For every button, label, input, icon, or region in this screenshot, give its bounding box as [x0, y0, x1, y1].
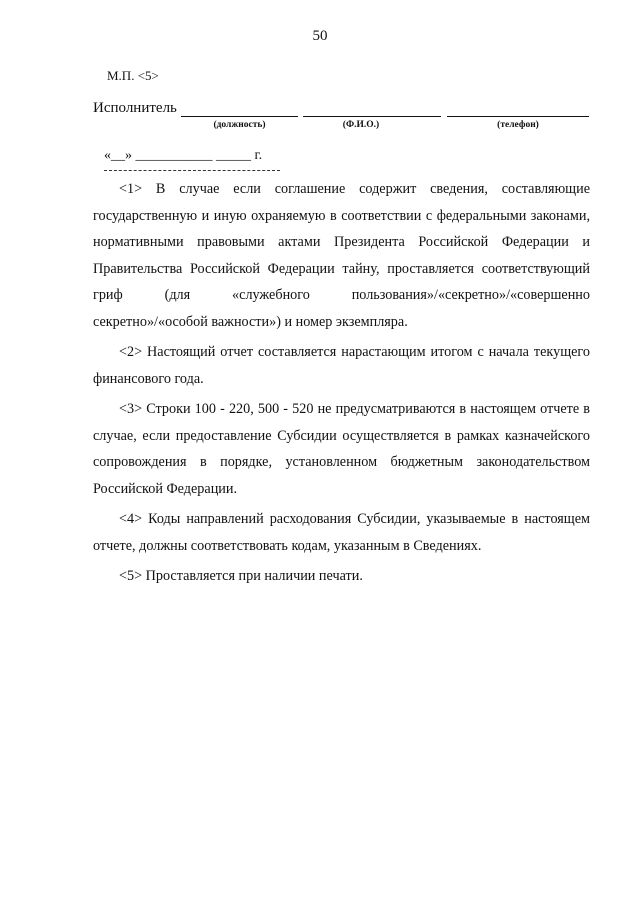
footnote-5: <5> Проставляется при наличии печати.	[119, 568, 363, 584]
page-number: 50	[312, 28, 328, 44]
position-caption: (должность)	[213, 120, 266, 130]
footnote-3: <3> Строки 100 - 220, 500 - 520 не предусматриваются в настоящем отчете в случае, если предоставление Субсидии осуществляется в рамках казначейского сопровождения в порядке, установленном бюджетным законодательством Российской Федерации.	[93, 401, 590, 497]
footnote-1: <1> В случае если соглашение содержит сведения, составляющие государственную и иную охраняемую в соответствии с федеральными законами, нормативными правовыми актами Президента Российской Федерации и Правительства Российской Федерации тайну, проставляется соответствующий гриф (для «служебного пользования»/«секретно»/«совершенно секретно»/«особой важности») и номер экземпляра.	[93, 181, 590, 330]
stamp-place-label: М.П. <5>	[107, 68, 159, 83]
position-line	[181, 116, 298, 117]
footnote-separator	[104, 170, 280, 171]
date-line: «__» ___________ _____ г.	[104, 148, 263, 163]
footnotes	[93, 176, 590, 590]
footnote-4: <4> Коды направлений расходования Субсидии, указываемые в настоящем отчете, должны соответствовать кодам, указанным в Сведениях.	[93, 511, 590, 554]
phone-line	[447, 116, 589, 117]
footnote-2: <2> Настоящий отчет составляется нарастающим итогом с начала текущего финансового года.	[93, 344, 590, 387]
phone-caption: (телефон)	[497, 120, 539, 130]
name-line	[303, 116, 441, 117]
executor-signature-row	[93, 100, 593, 140]
name-caption: (Ф.И.О.)	[342, 120, 380, 130]
executor-label: Исполнитель	[93, 100, 177, 116]
